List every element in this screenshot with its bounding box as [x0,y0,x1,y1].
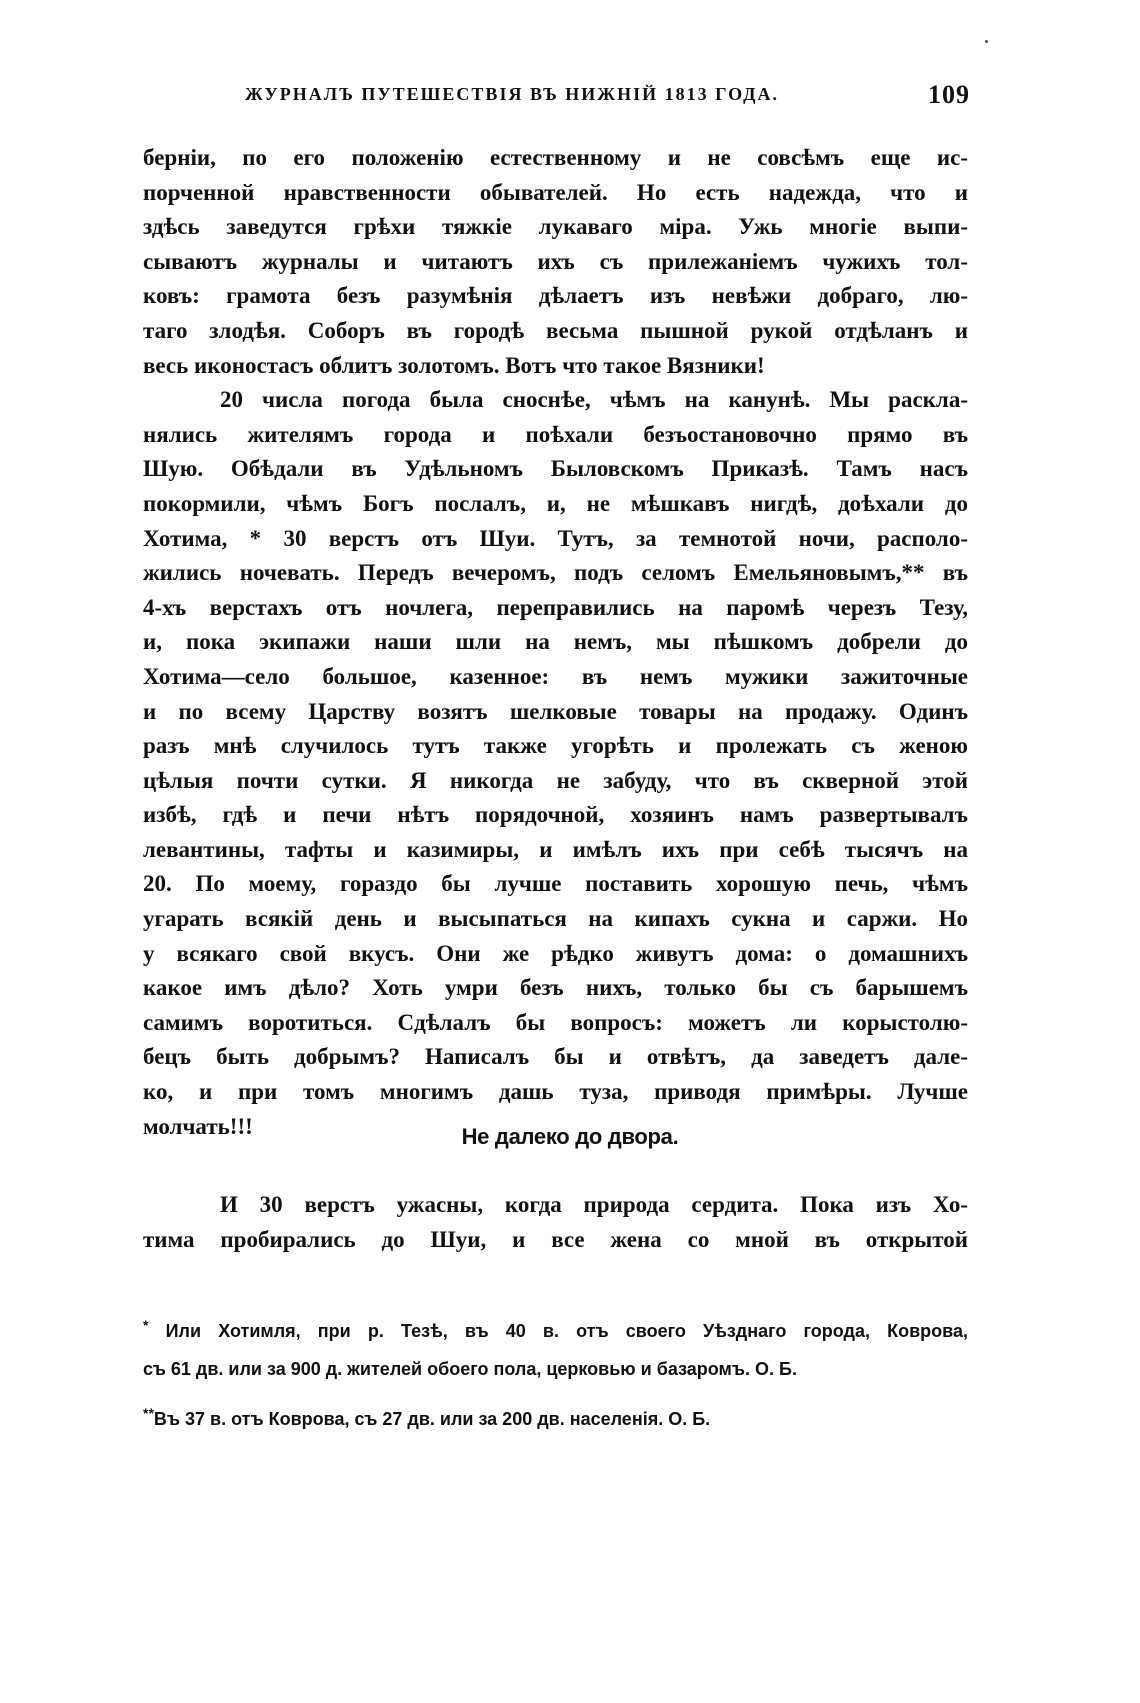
text-line: у всякаго свой вкусъ. Они же рѣдко живутъ дома: о домашнихъ [143,940,968,966]
footnote-marker: ** [143,1405,154,1421]
footnote [143,1400,968,1438]
text-line: угарать всякій день и высыпаться на кипахъ сукна и саржи. Но [143,906,968,932]
text-line: и по всему Царству возятъ шелковые товары на продажу. Одинъ [143,698,968,724]
section-text [143,1188,968,1257]
text-line: 20. По моему, гораздо бы лучше поставить хорошую печь, чѣмъ [143,871,968,897]
text-line: 20 числа погода была сноснѣе, чѣмъ на канунѣ. Мы раскла- [220,387,968,413]
footnote-marker: * [143,1317,149,1333]
text-line: Шую. Обѣдали въ Удѣльномъ Быловскомъ Приказѣ. Тамъ насъ [143,456,968,482]
section-heading: Не далеко до двора. [461,1124,679,1149]
text-line: тима пробирались до Шуи, и все жена со мной въ открытой [143,1226,968,1252]
text-line: самимъ воротиться. Сдѣлалъ бы вопросъ: можетъ ли корыстолю- [143,1009,968,1035]
paragraph [143,383,968,1144]
text-line: сываютъ журналы и читаютъ ихъ съ прилежаніемъ чужихъ тол- [143,248,968,274]
running-head [140,80,970,114]
footnote-text: Въ 37 в. отъ Коврова, съ 27 дв. или за 200 дв. населенія. О. Б. [153,1409,711,1429]
footnote-text: Или Хотимля, при р. Тезѣ, въ 40 в. отъ своего Уѣзднаго города, Коврова, [165,1321,968,1341]
text-line: порченной нравственности обывателей. Но есть надежда, что и [143,179,968,205]
text-line: Хотима, * 30 верстъ отъ Шуи. Тутъ, за темнотой ночи, располо- [143,525,968,551]
text-line: бецъ быть добрымъ? Написалъ бы и отвѣтъ, да заведетъ дале- [143,1044,968,1070]
scan-speck [985,40,988,43]
text-line: левантины, тафты и казимиры, и имѣлъ ихъ при себѣ тысячъ на [143,836,968,862]
text-line: молчать!!! [143,1113,253,1139]
text-line: И 30 верстъ ужасны, когда природа сердита. Пока изъ Хо- [220,1192,968,1217]
text-line: Хотима—село большое, казенное: въ немъ мужики зажиточные [143,663,968,689]
running-title: ЖУРНАЛЪ ПУТЕШЕСТВІЯ ВЪ НИЖНІЙ 1813 ГОДА. [245,84,780,104]
footnote-line [143,1312,968,1350]
main-text [143,141,968,1144]
footnotes [143,1312,968,1438]
paragraph [143,141,968,383]
text-line: ковъ: грамота безъ разумѣнія дѣлаетъ изъ невѣжи добраго, лю- [143,283,968,309]
text-line: избѣ, гдѣ и печи нѣтъ порядочной, хозяинъ намъ развертывалъ [143,802,968,828]
text-line: 4-хъ верстахъ отъ ночлега, переправились на паромѣ черезъ Тезу, [143,594,968,620]
page-number: 109 [928,80,970,109]
text-line: и, пока экипажи наши шли на немъ, мы пѣшкомъ добрели до [143,629,968,655]
text-line: разъ мнѣ случилось тутъ также угорѣть и пролежать съ женою [143,733,968,759]
text-line: нялись жителямъ города и поѣхали безъостановочно прямо въ [143,421,968,447]
text-line: ко, и при томъ многимъ дашь туза, приводя примѣры. Лучше [143,1079,968,1105]
text-line: покормили, чѣмъ Богъ послалъ, и, не мѣшкавъ нигдѣ, доѣхали до [143,490,968,516]
text-line: цѣлыя почти сутки. Я никогда не забуду, что въ скверной этой [143,767,968,793]
text-line: таго злодѣя. Соборъ въ городѣ весьма пышной рукой отдѣланъ и [143,317,968,343]
text-line: какое имъ дѣло? Хоть умри безъ нихъ, только бы съ барышемъ [143,975,968,1001]
footnote-line: съ 61 дв. или за 900 д. жителей обоего пола, церковью и базаромъ. О. Б. [143,1359,797,1379]
text-line: весь иконостасъ облитъ золотомъ. Вотъ что такое Вязники! [143,352,765,378]
text-line: здѣсь заведутся грѣхи тяжкіе лукаваго міра. Ужь многіе выпи- [143,214,968,240]
text-line: жились ночевать. Передъ вечеромъ, подъ селомъ Емельяновымъ,** въ [143,560,968,586]
footnote [143,1312,968,1388]
text-line: берніи, по его положенію естественному и не совсѣмъ еще ис- [143,145,968,170]
footnote-gap [143,1388,968,1400]
footnote-line [143,1400,968,1438]
